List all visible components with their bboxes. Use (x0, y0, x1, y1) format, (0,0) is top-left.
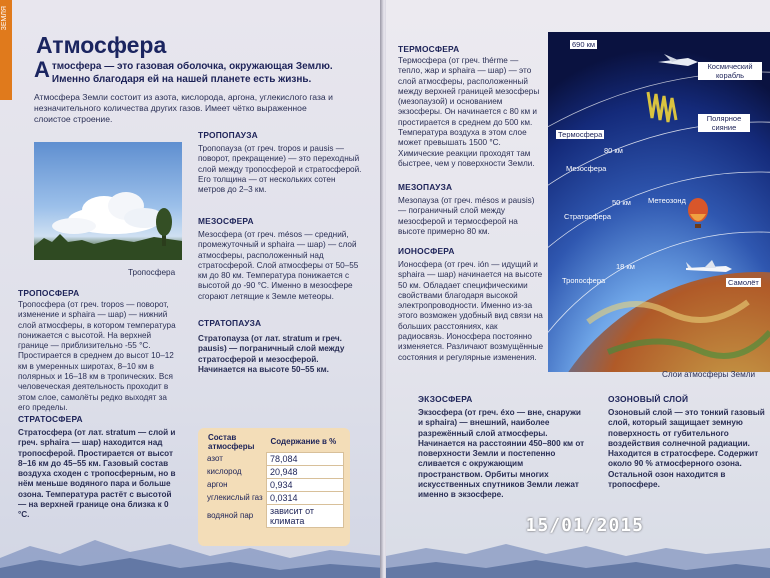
ozone-heading: ОЗОНОВЫЙ СЛОЙ (608, 394, 689, 404)
gas-value: зависит от климата (267, 504, 344, 527)
mesosphere-text: Мезосфера (от греч. mésos — средний, промежуточный и sphaira — шар) — слой атмосферы, расположенный над стратосферой. Слой атмосферы от 50–55 км до 80 км. Температура понижается с высотой до -90 °С. Именно в мезосфере сгорают летящие к Земле метеоры. (198, 230, 359, 301)
ionosphere-heading: ИОНОСФЕРА (398, 246, 455, 256)
label-18km: 18 км (616, 262, 635, 271)
thermosphere-heading: ТЕРМОСФЕРА (398, 44, 460, 54)
label-stratosphere: Стратосфера (564, 212, 611, 221)
date-stamp: 15/01/2015 (525, 515, 644, 536)
stratopause-heading: СТРАТОПАУЗА (198, 318, 262, 328)
table-row (204, 491, 344, 504)
stratosphere-text: Стратосфера (от лат. stratum — слой и греч. sphaira — шар) находится над тропосферой. Простирается от высот 8–16 км до 45–55 км. Газовый состав воздуха сходен с тропосферным, но в нём меньше водяного пара и больше озона. Температура растёт с высотой — на верхней границе она близка к 0 °С. (18, 428, 176, 520)
table-row (204, 465, 344, 478)
clouds-image (34, 142, 182, 260)
stratosphere-heading: СТРАТОСФЕРА (18, 414, 83, 424)
ozone-text: Озоновый слой — это тонкий газовый слой, который защищает земную поверхность от губительного воздействия солнечной радиации. Находится в стратосфере. Содержит около 90 % атмосферного озона. Остальной озон находится в тропосфере. (608, 408, 765, 490)
section-tab-label: ЗЕМЛЯ (1, 6, 8, 31)
mountains-decoration (0, 518, 384, 578)
left-page (0, 0, 384, 578)
tropopause-heading: ТРОПОПАУЗА (198, 130, 258, 140)
gas-name: кислород (207, 467, 242, 476)
label-aurora: Полярное сияние (698, 114, 750, 132)
stratopause-text: Стратопауза (от лат. stratum и греч. pausis) — пограничный слой между стратосферой и мезосферой. Начинается на высоте 50–55 км. (198, 334, 345, 374)
photo-caption: Тропосфера (128, 268, 176, 277)
table-row (204, 452, 344, 465)
gas-name: водяной пар (207, 511, 254, 520)
gas-value: 0,0314 (267, 491, 344, 504)
gas-name: углекислый газ (207, 493, 263, 502)
mesopause-heading: МЕЗОПАУЗА (398, 182, 453, 192)
diagram-caption: Слои атмосферы Земли (662, 370, 756, 379)
label-mesosphere: Мезосфера (566, 164, 607, 173)
exosphere-text: Экзосфера (от греч. éxo — вне, снаружи и sphaira) — внешний, наиболее разрежённый слой атмосферы. Начинается на расстоянии 450–800 км от поверхности Земли и постепенно сливается с окружающим пространством. Орбиты многих искусственных спутников Земли лежат именно в экзосфере. (418, 408, 585, 500)
intro-paragraph: Атмосфера Земли состоит из азота, кислорода, аргона, углекислого газа и незначительного количества других газов. Имеет чётко выраженное слоистое строение. (34, 92, 333, 124)
label-weather-balloon: Метеозонд (648, 196, 686, 205)
drop-cap: А (34, 57, 50, 82)
gas-value: 78,084 (267, 452, 344, 465)
label-airplane: Самолёт (728, 278, 759, 287)
mesosphere-heading: МЕЗОСФЕРА (198, 216, 254, 226)
gas-name: аргон (207, 480, 228, 489)
label-690km: 690 км (572, 40, 596, 49)
atmosphere-layers-diagram (548, 32, 770, 372)
table-header-row (204, 432, 344, 452)
label-thermosphere: Термосфера (558, 130, 603, 139)
lead-text: тмосфера — это газовая оболочка, окружающая Землю. Именно благодаря ей на нашей планете есть жизнь. (51, 61, 333, 85)
troposphere-heading: ТРОПОСФЕРА (18, 288, 80, 298)
label-troposphere: Тропосфера (562, 276, 606, 285)
gas-name: азот (207, 454, 223, 463)
right-page (386, 0, 770, 578)
table-header-composition: Состав атмосферы (208, 433, 255, 451)
label-spaceship: Космический корабль (698, 62, 762, 80)
thermosphere-text: Термосфера (от греч. thérme — тепло, жар и sphaira — шар) — это слой атмосферы, расположенный между верхней границей мезосферы (мезопаузой) и основанием экзосферы. Он начинается с 80 км и простирается в среднем до 500 км. Температура воздуха в этом слое может превышать 1500 °С. Химические реакции проходят там быстрее, чем у поверхности Земли. (398, 56, 540, 168)
troposphere-text: Тропосфера (от греч. tropos — поворот, изменение и sphaira — шар) — нижний слой атмосферы, в котором температура понижается с высотой. На верхней границе — приблизительно -55 °С. Простирается в среднем до высот 10–12 км в умеренных широтах, 8–10 км в полярных и 16–18 км в тропических. Вся человеческая деятельность проходит в этом слое, самолёты редко выходят за его пределы. (18, 300, 176, 412)
label-50km: 50 км (612, 198, 631, 207)
gas-value: 0,934 (267, 478, 344, 491)
exosphere-heading: ЭКЗОСФЕРА (418, 394, 473, 404)
gas-value: 20,948 (267, 465, 344, 478)
table-header-content: Содержание в % (270, 437, 337, 447)
section-tab (0, 0, 12, 100)
table-row (204, 478, 344, 491)
ionosphere-text: Ионосфера (от греч. ión — идущий и sphaira — шар) начинается на высоте 50 км. Обладает специфическими свойствами благодаря высокой электропроводности. Именно из-за этого возможен удобный вид связи на больших расстояниях, как радиосвязь. Ионосфера постоянно изменяется. Различают возмущённые состояния и регулярные изменения. (398, 260, 544, 362)
page-title: Атмосфера (36, 32, 167, 58)
troposphere-photo (34, 142, 182, 260)
label-80km: 80 км (604, 146, 623, 155)
mesopause-text: Мезопауза (от греч. mésos и pausis) — пограничный слой между мезосферой и термосферой на высоте примерно 80 км. (398, 196, 535, 236)
lead-paragraph (34, 57, 334, 86)
tropopause-text: Тропопауза (от греч. tropos и pausis — поворот, прекращение) — это переходный слой между тропосферой и стратосферой. Его толщина — от нескольких сотен метров до 2–3 км. (198, 144, 362, 195)
